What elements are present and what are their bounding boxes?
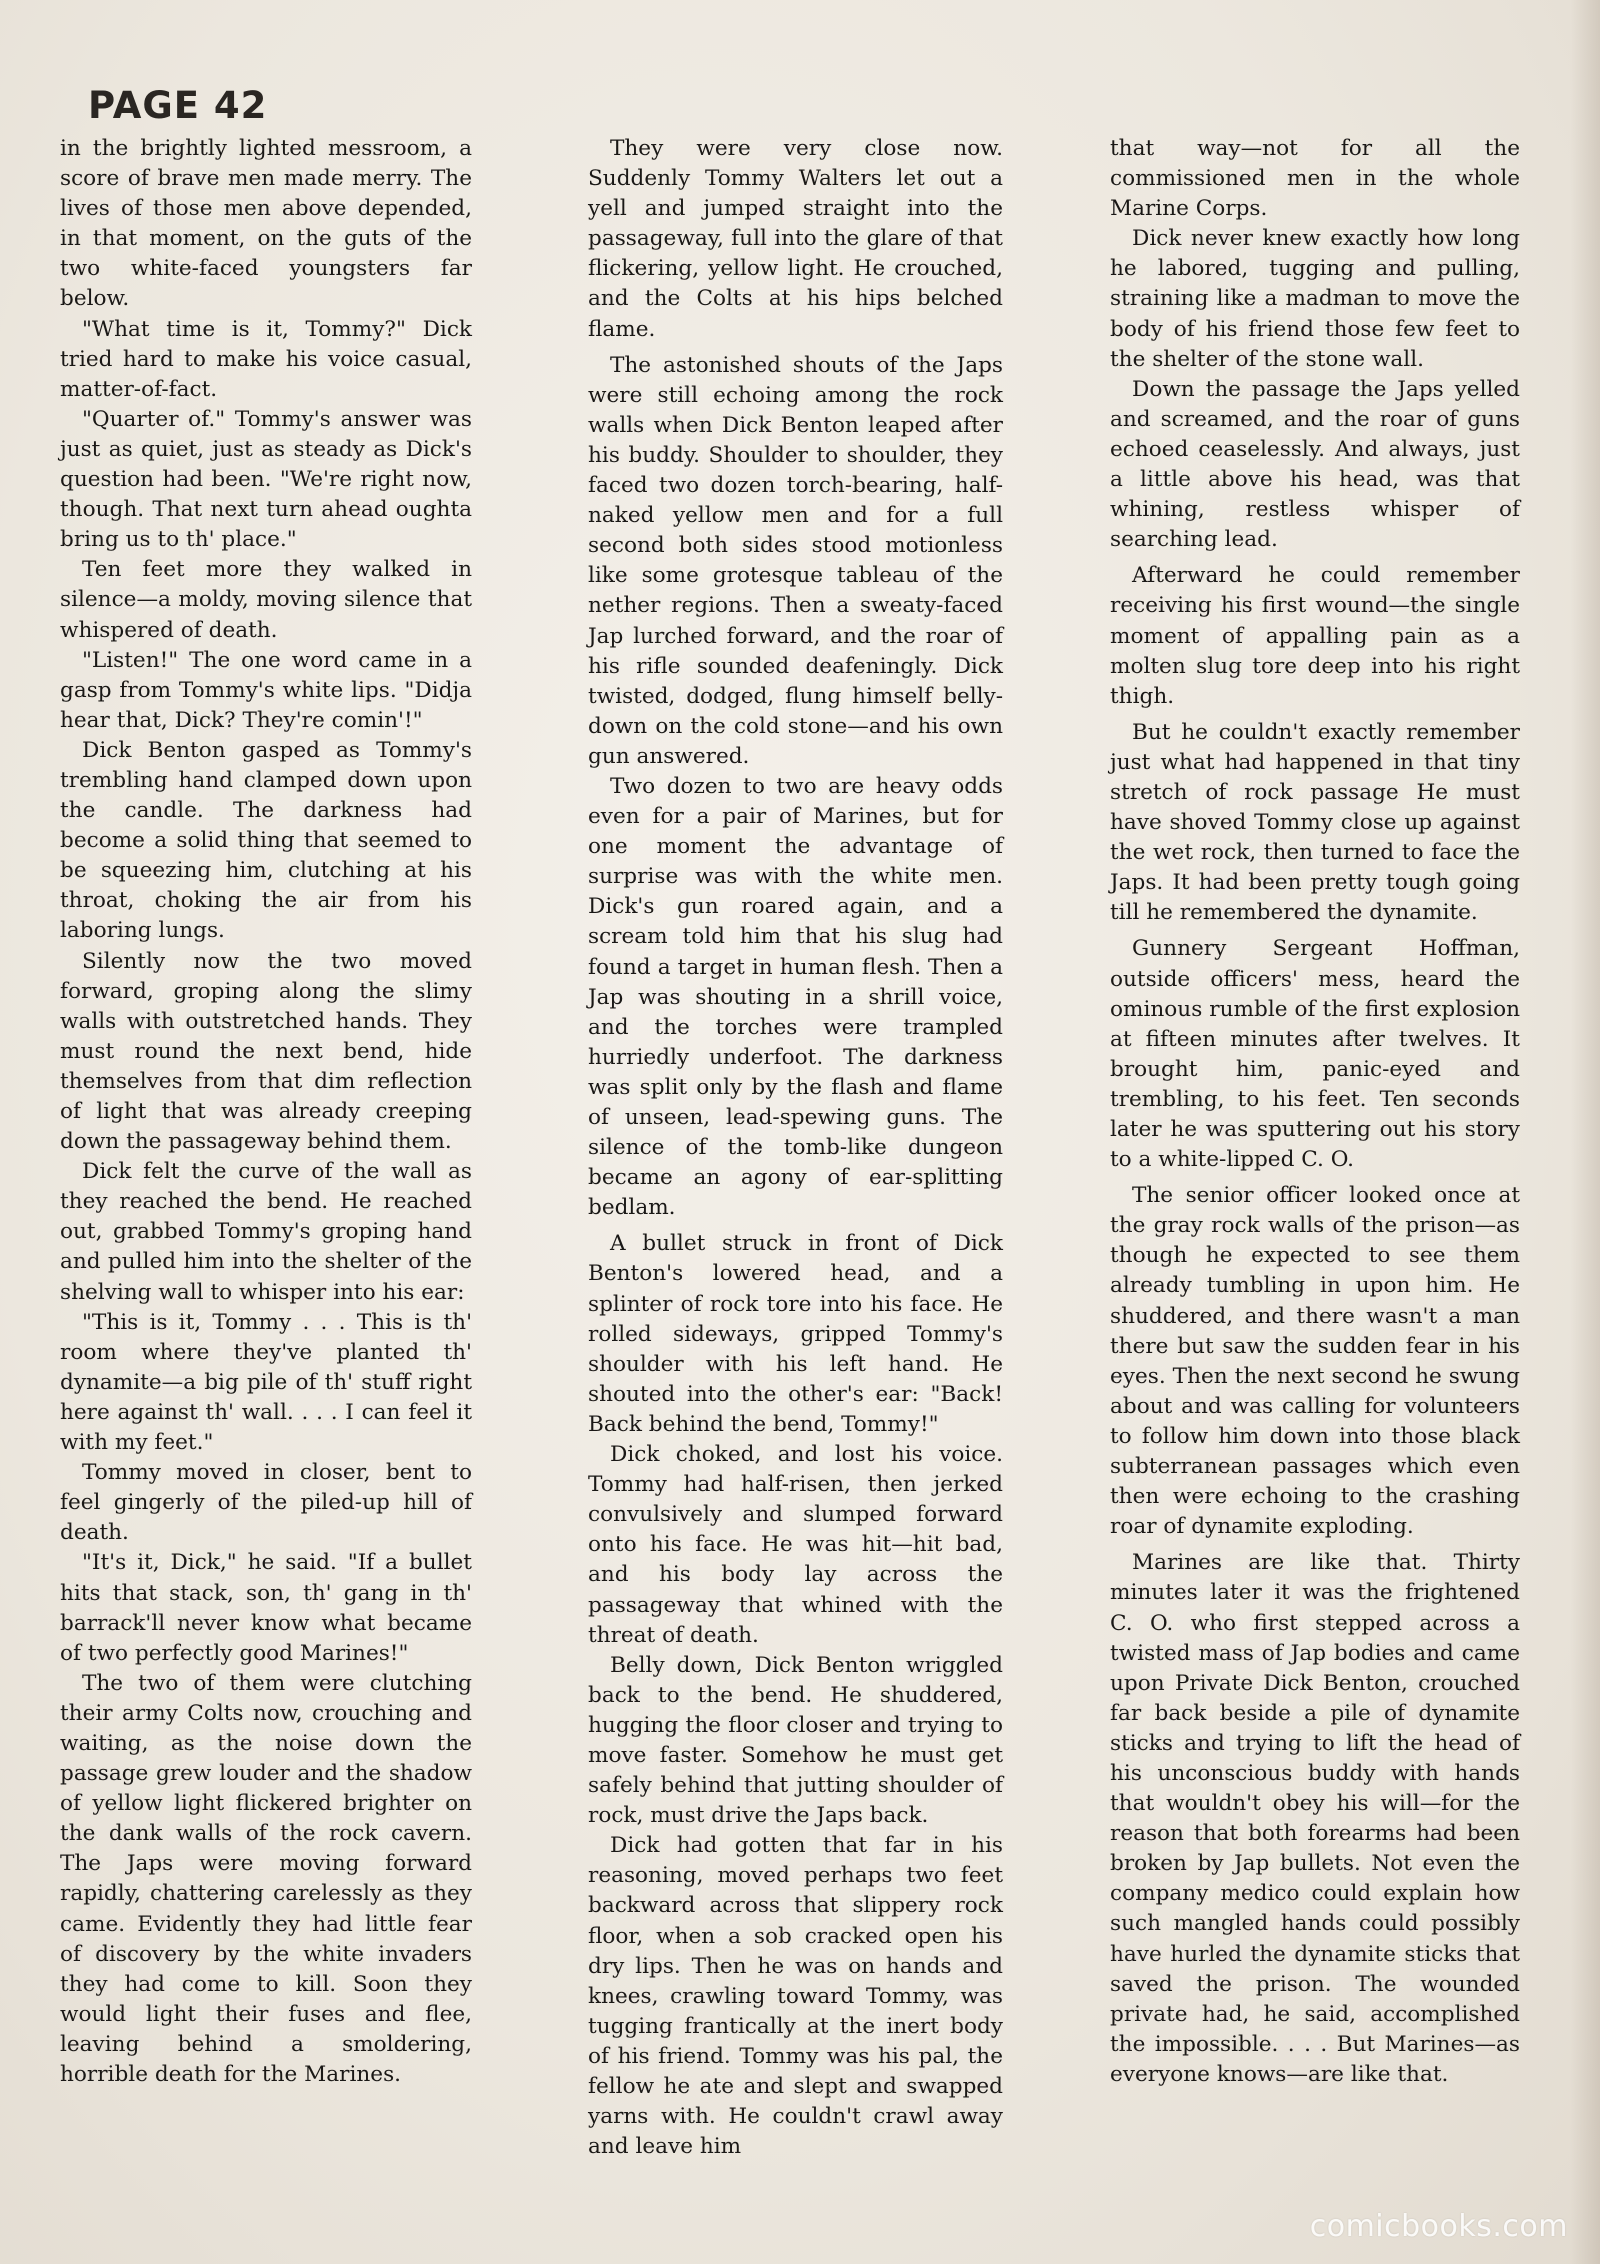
paragraph: The senior officer looked once at the gray rock walls of the prison—as though he expected to see them already tumbling in upon him. He shuddered, and there wasn't a man there but saw the sudden fear in his eyes. Then the next second he swung about and was calling for volunteers to follow him down into those black subterranean passages which even then were echoing to the crashing roar of dynamite exploding. xyxy=(1110,1183,1520,1540)
paragraph: "Listen!" The one word came in a gasp from Tommy's white lips. "Didja hear that, Dick? They're comin'!" xyxy=(60,647,472,733)
paragraph: Marines are like that. Thirty minutes later it was the frightened C. O. who first stepped across a twisted mass of Jap bodies and came upon Private Dick Benton, crouched far back beside a pile of dynamite sticks and trying to lift the head of his unconscious buddy with hands that wouldn't obey his will—for the reason that both forearms had been broken by Jap bullets. Not even the company medico could explain how such mangled hands could possibly have hurled the dynamite sticks that saved the prison. The wounded private had, he said, accomplished the impossible. . . . But Marines—as everyone knows—are like that. xyxy=(1110,1550,1520,2087)
paragraph: But he couldn't exactly remember just what had happened in that tiny stretch of rock passage He must have shoved Tommy close up against the wet rock, then turned to face the Japs. It had been pretty tough going till he remembered the dynamite. xyxy=(1110,719,1520,926)
text-column-3 xyxy=(1110,134,1520,2090)
paragraph: Afterward he could remember receiving his first wound—the single moment of appalling pain as a molten slug tore deep into his right thigh. xyxy=(1110,563,1520,709)
paragraph: Two dozen to two are heavy odds even for a pair of Marines, but for one moment the advantage of surprise was with the white men. Dick's gun roared again, and a scream told him that his slug had found a target in human flesh. Then a Jap was shouting in a shrill voice, and the torches were trampled hurriedly underfoot. The darkness was split only by the flash and flame of unseen, lead-spewing guns. The silence of the tomb-like dungeon became an agony of ear-splitting bedlam. xyxy=(588,773,1003,1221)
paragraph: in the brightly lighted messroom, a score of brave men made merry. The lives of those men above depended, in that moment, on the guts of the two white-faced youngsters far below. xyxy=(60,136,472,312)
paragraph: The astonished shouts of the Japs were still echoing among the rock walls when Dick Benton leaped after his buddy. Shoulder to shoulder, they faced two dozen torch-bearing, half-naked yellow men and for a full second both sides stood motionless like some grotesque tableau of the nether regions. Then a sweaty-faced Jap lurched forward, and the roar of his rifle sounded deafeningly. Dick twisted, dodged, flung himself belly-down on the cold stone—and his own gun answered. xyxy=(588,352,1003,769)
text-column-1 xyxy=(60,134,472,2090)
paragraph: Dick choked, and lost his voice. Tommy had half-risen, then jerked convulsively and slumped forward onto his face. He was hit—hit bad, and his body lay across the passageway that whined with the threat of death. xyxy=(588,1442,1003,1648)
paragraph: Gunnery Sergeant Hoffman, outside officers' mess, heard the ominous rumble of the first explosion at fifteen minutes after twelves. It brought him, panic-eyed and trembling, to his feet. Ten seconds later he was sputtering out his story to a white-lipped C. O. xyxy=(1110,936,1520,1173)
paragraph: "What time is it, Tommy?" Dick tried hard to make his voice casual, matter-of-fact. xyxy=(60,316,472,402)
watermark: comicbooks.com xyxy=(1309,2209,1568,2244)
text-column-2 xyxy=(588,134,1003,2162)
paragraph: Silently now the two moved forward, groping along the slimy walls with outstretched hands. They must round the next bend, hide themselves from that dim reflection of light that was already creeping down the passageway behind them. xyxy=(60,948,472,1155)
paragraph: They were very close now. Suddenly Tommy Walters let out a yell and jumped straight into the passageway, full into the glare of that flickering, yellow light. He crouched, and the Colts at his hips belched flame. xyxy=(588,136,1003,342)
paragraph: Dick Benton gasped as Tommy's trembling hand clamped down upon the candle. The darkness had become a solid thing that seemed to be squeezing him, clutching at his throat, choking the air from his laboring lungs. xyxy=(60,737,472,944)
paragraph: that way—not for all the commissioned men in the whole Marine Corps. xyxy=(1110,136,1520,222)
paragraph: The two of them were clutching their army Colts now, crouching and waiting, as the noise down the passage grew louder and the shadow of yellow light flickered brighter on the dank walls of the rock cavern. The Japs were moving forward rapidly, chattering carelessly as they came. Evidently they had little fear of discovery by the white invaders they had come to kill. Soon they would light their fuses and flee, leaving behind a smoldering, horrible death for the Marines. xyxy=(60,1670,472,2087)
paragraph: Ten feet more they walked in silence—a moldy, moving silence that whispered of death. xyxy=(60,557,472,643)
paragraph: "It's it, Dick," he said. "If a bullet hits that stack, son, th' gang in th' barrack'll never know what became of two perfectly good Marines!" xyxy=(60,1550,472,1666)
page-edge-shadow xyxy=(1570,0,1600,2264)
paragraph: Belly down, Dick Benton wriggled back to the bend. He shuddered, hugging the floor closer and trying to move faster. Somehow he must get safely behind that jutting shoulder of rock, must drive the Japs back. xyxy=(588,1652,1003,1829)
paragraph: Tommy moved in closer, bent to feel gingerly of the piled-up hill of death. xyxy=(60,1460,472,1546)
paragraph: Dick felt the curve of the wall as they reached the bend. He reached out, grabbed Tommy's groping hand and pulled him into the shelter of the shelving wall to whisper into his ear: xyxy=(60,1159,472,1305)
paragraph: Dick never knew exactly how long he labored, tugging and pulling, straining like a madman to move the body of his friend those few feet to the shelter of the stone wall. xyxy=(1110,226,1520,372)
paragraph: A bullet struck in front of Dick Benton's lowered head, and a splinter of rock tore into his face. He rolled sideways, gripped Tommy's shoulder with his left hand. He shouted into the other's ear: "Back! Back behind the bend, Tommy!" xyxy=(588,1231,1003,1437)
page-number: PAGE 42 xyxy=(88,84,268,127)
paragraph: Dick had gotten that far in his reasoning, moved perhaps two feet backward across that slippery rock floor, when a sob cracked open his dry lips. Then he was on hands and knees, crawling toward Tommy, was tugging frantically at the inert body of his friend. Tommy was his pal, the fellow he ate and slept and swapped yarns with. He couldn't crawl away and leave him xyxy=(588,1833,1003,2160)
paragraph: Down the passage the Japs yelled and screamed, and the roar of guns echoed ceaselessly. And always, just a little above his head, was that whining, restless whisper of searching lead. xyxy=(1110,376,1520,553)
paragraph: "Quarter of." Tommy's answer was just as quiet, just as steady as Dick's question had been. "We're right now, though. That next turn ahead oughta bring us to th' place." xyxy=(60,406,472,553)
paragraph: "This is it, Tommy . . . This is th' room where they've planted th' dynamite—a big pile of th' stuff right here against th' wall. . . . I can feel it with my feet." xyxy=(60,1309,472,1456)
